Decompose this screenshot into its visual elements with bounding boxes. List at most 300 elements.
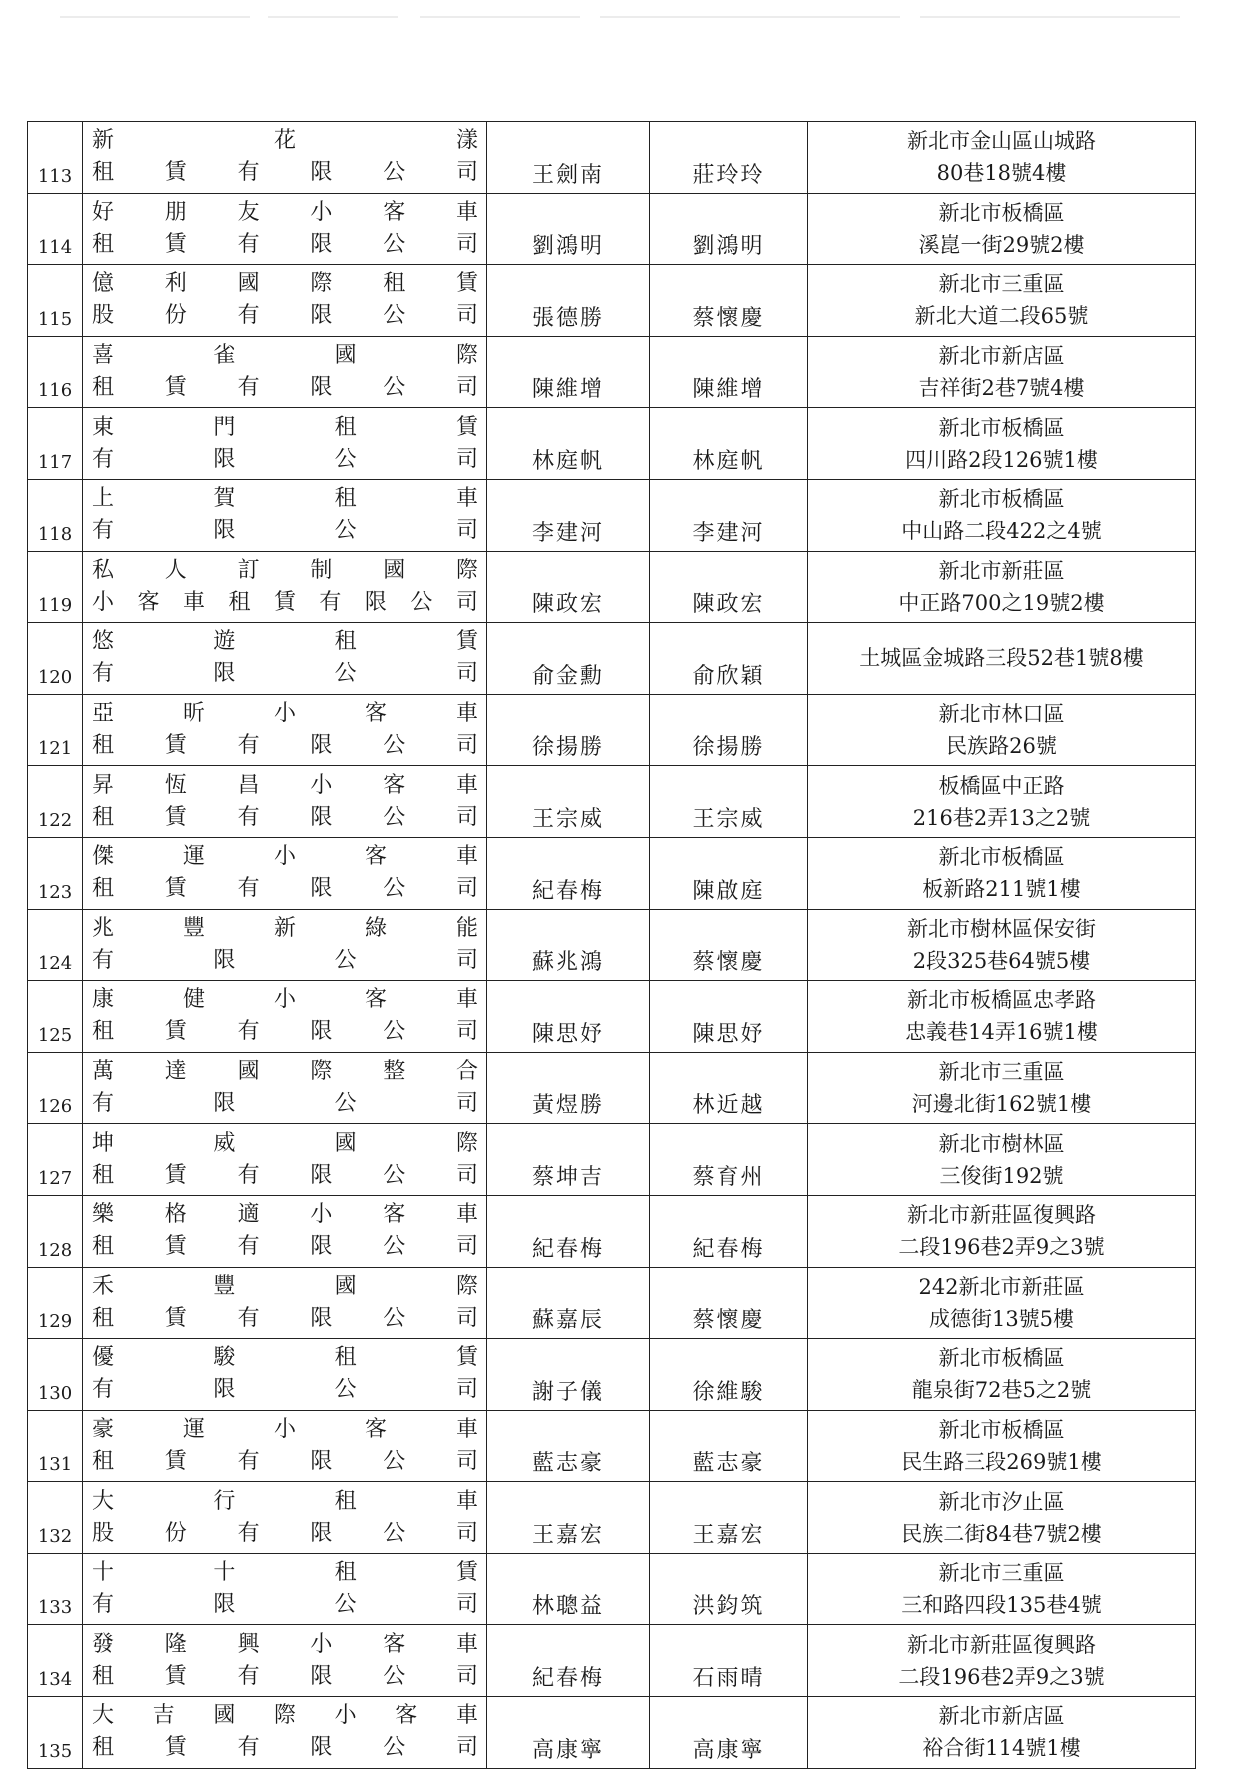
address bbox=[808, 336, 1196, 408]
manager bbox=[650, 1625, 808, 1697]
company-name bbox=[83, 1124, 487, 1196]
representative bbox=[487, 336, 650, 408]
name-char: 兆 bbox=[92, 915, 115, 941]
name-char: 優 bbox=[92, 1345, 115, 1371]
manager bbox=[650, 909, 808, 981]
name-char: 限 bbox=[213, 661, 236, 687]
name-char: 有 bbox=[237, 1019, 260, 1045]
company-name-line2-box bbox=[92, 1088, 478, 1120]
row-number-text: 130 bbox=[37, 1382, 73, 1404]
table-row bbox=[28, 1625, 1196, 1697]
table-row bbox=[28, 1195, 1196, 1267]
row-number bbox=[28, 1697, 83, 1769]
name-char: 租 bbox=[92, 1162, 115, 1188]
company-name-line1-box bbox=[92, 913, 478, 945]
manager bbox=[650, 1482, 808, 1554]
name-char: 亞 bbox=[92, 701, 115, 727]
name-char: 限 bbox=[310, 303, 333, 329]
table-row bbox=[28, 981, 1196, 1053]
name-char: 新 bbox=[273, 915, 296, 941]
address-line: 吉祥街2巷7號4樓 bbox=[918, 376, 1085, 401]
name-char: 司 bbox=[455, 1377, 478, 1403]
name-char: 發 bbox=[92, 1631, 115, 1657]
company-name-line2-box bbox=[92, 1589, 478, 1621]
name-char: 司 bbox=[455, 446, 478, 472]
representative bbox=[487, 1195, 650, 1267]
address-line: 新北市三重區 bbox=[938, 1561, 1065, 1586]
address-line: 2段325巷64號5樓 bbox=[912, 948, 1091, 973]
name-char: 國 bbox=[383, 557, 406, 583]
company-name-line1-box bbox=[92, 1128, 478, 1160]
row-number bbox=[28, 694, 83, 766]
name-char: 車 bbox=[455, 987, 478, 1013]
address-line: 民生路三段269號1樓 bbox=[901, 1449, 1102, 1474]
row-number bbox=[28, 837, 83, 909]
row-number bbox=[28, 479, 83, 551]
manager-name: 藍志豪 bbox=[692, 1451, 765, 1477]
manager-name: 王嘉宏 bbox=[692, 1522, 765, 1548]
manager-name: 徐揚勝 bbox=[692, 735, 765, 761]
name-char: 客 bbox=[395, 1703, 418, 1729]
address-line: 新北市板橋區 bbox=[938, 1346, 1065, 1371]
manager-name: 陳啟庭 bbox=[692, 878, 765, 904]
row-number bbox=[28, 193, 83, 265]
name-char: 車 bbox=[455, 1631, 478, 1657]
address-line: 新北市金山區山城路 bbox=[907, 129, 1096, 154]
company-name bbox=[83, 1625, 487, 1697]
address bbox=[808, 837, 1196, 909]
name-char: 公 bbox=[334, 1377, 357, 1403]
manager bbox=[650, 1052, 808, 1124]
manager-name: 林近越 bbox=[692, 1093, 765, 1119]
row-number bbox=[28, 1052, 83, 1124]
name-char: 司 bbox=[455, 231, 478, 257]
name-char: 車 bbox=[455, 1202, 478, 1228]
manager-name: 蔡懷慶 bbox=[692, 305, 765, 331]
name-char: 公 bbox=[410, 589, 433, 615]
representative-name: 藍志豪 bbox=[531, 1451, 604, 1477]
name-char: 有 bbox=[92, 518, 115, 544]
company-name-line1-box bbox=[92, 412, 478, 444]
name-char: 公 bbox=[334, 446, 357, 472]
row-number-text: 129 bbox=[37, 1311, 73, 1333]
representative-name: 李建河 bbox=[531, 520, 604, 546]
company-name-line1-box bbox=[92, 984, 478, 1016]
address-line: 溪崑一街29號2樓 bbox=[918, 232, 1085, 257]
name-char: 有 bbox=[237, 1162, 260, 1188]
name-char: 公 bbox=[334, 1592, 357, 1618]
table-row bbox=[28, 909, 1196, 981]
company-name-line2-box bbox=[92, 1231, 478, 1263]
name-char: 租 bbox=[92, 1234, 115, 1260]
name-char: 司 bbox=[455, 1091, 478, 1117]
representative-name: 謝子儀 bbox=[531, 1379, 604, 1405]
manager bbox=[650, 479, 808, 551]
manager bbox=[650, 1195, 808, 1267]
name-char: 司 bbox=[455, 1735, 478, 1761]
manager bbox=[650, 1124, 808, 1196]
table-row bbox=[28, 122, 1196, 194]
name-char: 小 bbox=[334, 1703, 357, 1729]
company-name bbox=[83, 265, 487, 337]
address bbox=[808, 1410, 1196, 1482]
name-char: 樂 bbox=[92, 1202, 115, 1228]
address-line: 新北市樹林區 bbox=[938, 1131, 1065, 1156]
name-char: 租 bbox=[92, 1448, 115, 1474]
representative bbox=[487, 265, 650, 337]
company-name-line1-box bbox=[92, 841, 478, 873]
representative-name: 王嘉宏 bbox=[531, 1522, 604, 1548]
name-char: 車 bbox=[182, 589, 205, 615]
name-char: 限 bbox=[213, 446, 236, 472]
name-char: 賃 bbox=[164, 876, 187, 902]
name-char: 限 bbox=[310, 876, 333, 902]
address-line: 忠義巷14弄16號1樓 bbox=[905, 1020, 1098, 1045]
name-char: 限 bbox=[213, 1377, 236, 1403]
representative bbox=[487, 981, 650, 1053]
name-char: 利 bbox=[164, 271, 187, 297]
name-char: 限 bbox=[310, 1019, 333, 1045]
address bbox=[808, 1124, 1196, 1196]
company-name-line1-box bbox=[92, 268, 478, 300]
name-char: 賃 bbox=[164, 160, 187, 186]
address-line: 新北市板橋區忠孝路 bbox=[907, 988, 1096, 1013]
name-char: 有 bbox=[237, 231, 260, 257]
row-number bbox=[28, 1410, 83, 1482]
name-char: 有 bbox=[237, 733, 260, 759]
address-line: 河邊北街162號1樓 bbox=[911, 1092, 1092, 1117]
address bbox=[808, 981, 1196, 1053]
company-name-line1-box bbox=[92, 1629, 478, 1661]
name-char: 際 bbox=[455, 1130, 478, 1156]
name-char: 有 bbox=[92, 661, 115, 687]
name-char: 賃 bbox=[455, 629, 478, 655]
manager bbox=[650, 694, 808, 766]
row-number bbox=[28, 623, 83, 695]
name-char: 租 bbox=[92, 804, 115, 830]
name-char: 賃 bbox=[164, 1448, 187, 1474]
name-char: 賃 bbox=[455, 1345, 478, 1371]
name-char: 小 bbox=[310, 199, 333, 225]
name-char: 賃 bbox=[455, 1560, 478, 1586]
representative-name: 張德勝 bbox=[531, 305, 604, 331]
name-char: 車 bbox=[455, 1703, 478, 1729]
row-number-text: 113 bbox=[37, 165, 73, 187]
representative bbox=[487, 1339, 650, 1411]
representative bbox=[487, 1410, 650, 1482]
manager-name: 徐維駿 bbox=[692, 1379, 765, 1405]
manager-name: 陳維增 bbox=[692, 377, 765, 403]
manager bbox=[650, 1697, 808, 1769]
name-char: 國 bbox=[334, 343, 357, 369]
name-char: 昇 bbox=[92, 772, 115, 798]
company-name bbox=[83, 193, 487, 265]
table-row bbox=[28, 1339, 1196, 1411]
representative bbox=[487, 1697, 650, 1769]
representative bbox=[487, 694, 650, 766]
name-char: 車 bbox=[455, 486, 478, 512]
name-char: 公 bbox=[383, 1305, 406, 1331]
name-char: 公 bbox=[383, 804, 406, 830]
address-line: 80巷18號4樓 bbox=[936, 161, 1067, 186]
manager bbox=[650, 1553, 808, 1625]
name-char: 威 bbox=[213, 1130, 236, 1156]
name-char: 車 bbox=[455, 701, 478, 727]
name-char: 國 bbox=[334, 1130, 357, 1156]
address-line: 新北市板橋區 bbox=[938, 1417, 1065, 1442]
name-char: 公 bbox=[334, 661, 357, 687]
company-name-line2-box bbox=[92, 300, 478, 332]
company-name bbox=[83, 1482, 487, 1554]
name-char: 朋 bbox=[164, 199, 187, 225]
company-name-line2-box bbox=[92, 1661, 478, 1693]
name-char: 限 bbox=[310, 804, 333, 830]
name-char: 際 bbox=[273, 1703, 296, 1729]
name-char: 租 bbox=[92, 160, 115, 186]
representative-name: 紀春梅 bbox=[531, 1236, 604, 1262]
name-char: 遊 bbox=[213, 629, 236, 655]
manager bbox=[650, 1339, 808, 1411]
row-number bbox=[28, 1339, 83, 1411]
name-char: 公 bbox=[383, 1162, 406, 1188]
name-char: 股 bbox=[92, 303, 115, 329]
name-char: 客 bbox=[364, 844, 387, 870]
address-line: 新北市板橋區 bbox=[938, 415, 1065, 440]
address-line: 216巷2弄13之2號 bbox=[912, 805, 1091, 830]
row-number bbox=[28, 1267, 83, 1339]
name-char: 限 bbox=[213, 518, 236, 544]
table-row bbox=[28, 1482, 1196, 1554]
row-number bbox=[28, 122, 83, 194]
company-name-line1-box bbox=[92, 1557, 478, 1589]
name-char: 賃 bbox=[164, 1234, 187, 1260]
name-char: 司 bbox=[455, 303, 478, 329]
name-char: 有 bbox=[237, 1305, 260, 1331]
manager-name: 蔡懷慶 bbox=[692, 1308, 765, 1334]
company-name-line2-box bbox=[92, 1160, 478, 1192]
address-line: 新北市三重區 bbox=[938, 1060, 1065, 1085]
row-number-text: 118 bbox=[37, 523, 73, 545]
address-line: 新北市新莊區復興路 bbox=[907, 1203, 1096, 1228]
name-char: 客 bbox=[364, 987, 387, 1013]
name-char: 豐 bbox=[213, 1273, 236, 1299]
representative-name: 俞金勳 bbox=[531, 663, 604, 689]
address bbox=[808, 265, 1196, 337]
row-number bbox=[28, 336, 83, 408]
name-char: 有 bbox=[92, 446, 115, 472]
address-line: 裕合街114號1樓 bbox=[922, 1736, 1081, 1761]
name-char: 有 bbox=[237, 1234, 260, 1260]
table-row bbox=[28, 694, 1196, 766]
address bbox=[808, 1267, 1196, 1339]
address-line: 新北市新莊區復興路 bbox=[907, 1632, 1096, 1657]
manager-name: 俞欣穎 bbox=[692, 663, 765, 689]
name-char: 賃 bbox=[164, 231, 187, 257]
name-char: 有 bbox=[237, 303, 260, 329]
address bbox=[808, 1339, 1196, 1411]
address bbox=[808, 1553, 1196, 1625]
representative-name: 陳政宏 bbox=[531, 592, 604, 618]
manager-name: 林庭帆 bbox=[692, 448, 765, 474]
address bbox=[808, 1195, 1196, 1267]
name-char: 賃 bbox=[455, 271, 478, 297]
row-number-text: 126 bbox=[37, 1096, 73, 1118]
name-char: 司 bbox=[455, 947, 478, 973]
row-number bbox=[28, 1124, 83, 1196]
name-char: 司 bbox=[455, 589, 478, 615]
manager-name: 紀春梅 bbox=[692, 1236, 765, 1262]
name-char: 有 bbox=[237, 1663, 260, 1689]
representative-name: 黃煜勝 bbox=[531, 1093, 604, 1119]
address-line: 板橋區中正路 bbox=[938, 773, 1065, 798]
name-char: 客 bbox=[364, 1416, 387, 1442]
name-char: 公 bbox=[383, 1663, 406, 1689]
name-char: 十 bbox=[92, 1560, 115, 1586]
name-char: 悠 bbox=[92, 629, 115, 655]
name-char: 租 bbox=[92, 1305, 115, 1331]
name-char: 花 bbox=[273, 128, 296, 154]
name-char: 人 bbox=[164, 557, 187, 583]
company-name-line1-box bbox=[92, 1414, 478, 1446]
representative bbox=[487, 122, 650, 194]
row-number-text: 125 bbox=[37, 1024, 73, 1046]
company-name-line1-box bbox=[92, 626, 478, 658]
representative-name: 蘇嘉辰 bbox=[531, 1308, 604, 1334]
name-char: 限 bbox=[310, 375, 333, 401]
name-char: 興 bbox=[237, 1631, 260, 1657]
address bbox=[808, 479, 1196, 551]
manager bbox=[650, 623, 808, 695]
name-char: 賃 bbox=[164, 1162, 187, 1188]
name-char: 隆 bbox=[164, 1631, 187, 1657]
name-char: 行 bbox=[213, 1488, 236, 1514]
name-char: 租 bbox=[334, 1345, 357, 1371]
name-char: 限 bbox=[310, 231, 333, 257]
address-line: 新北市樹林區保安街 bbox=[907, 916, 1096, 941]
address-line: 板新路211號1樓 bbox=[922, 877, 1081, 902]
company-name-line2-box bbox=[92, 1374, 478, 1406]
manager-name: 陳思妤 bbox=[692, 1021, 765, 1047]
name-char: 公 bbox=[383, 876, 406, 902]
table-row bbox=[28, 1553, 1196, 1625]
row-number-text: 123 bbox=[37, 881, 73, 903]
name-char: 公 bbox=[383, 1448, 406, 1474]
address-line: 新北市新莊區 bbox=[938, 558, 1065, 583]
name-char: 賃 bbox=[164, 375, 187, 401]
address bbox=[808, 1482, 1196, 1554]
name-char: 友 bbox=[237, 199, 260, 225]
address-line: 民族路26號 bbox=[946, 734, 1057, 759]
manager bbox=[650, 981, 808, 1053]
representative bbox=[487, 1267, 650, 1339]
name-char: 國 bbox=[237, 1059, 260, 1085]
address-line: 新北市板橋區 bbox=[938, 200, 1065, 225]
manager-name: 蔡懷慶 bbox=[692, 950, 765, 976]
address-line: 三俊街192號 bbox=[939, 1163, 1064, 1188]
representative-name: 林聰益 bbox=[531, 1594, 604, 1620]
name-char: 限 bbox=[364, 589, 387, 615]
address-line: 土城區金城路三段52巷1號8樓 bbox=[859, 646, 1144, 671]
company-name-line1-box bbox=[92, 197, 478, 229]
name-char: 限 bbox=[310, 1234, 333, 1260]
company-name bbox=[83, 408, 487, 480]
company-name bbox=[83, 766, 487, 838]
name-char: 康 bbox=[92, 987, 115, 1013]
table-row bbox=[28, 551, 1196, 623]
row-number-text: 115 bbox=[37, 308, 73, 330]
name-char: 租 bbox=[92, 1735, 115, 1761]
address-line: 新北市板橋區 bbox=[938, 487, 1065, 512]
name-char: 客 bbox=[383, 1631, 406, 1657]
representative-name: 陳思妤 bbox=[531, 1021, 604, 1047]
manager bbox=[650, 336, 808, 408]
name-char: 限 bbox=[213, 1091, 236, 1117]
company-name bbox=[83, 1267, 487, 1339]
company-name-line2-box bbox=[92, 658, 478, 690]
name-char: 公 bbox=[383, 733, 406, 759]
company-name-line1-box bbox=[92, 1199, 478, 1231]
name-char: 司 bbox=[455, 1520, 478, 1546]
representative bbox=[487, 909, 650, 981]
table-row bbox=[28, 265, 1196, 337]
company-name bbox=[83, 551, 487, 623]
name-char: 昌 bbox=[237, 772, 260, 798]
name-char: 司 bbox=[455, 160, 478, 186]
company-name-line2-box bbox=[92, 157, 478, 189]
representative-name: 王劍南 bbox=[531, 162, 604, 188]
name-char: 客 bbox=[383, 199, 406, 225]
name-char: 有 bbox=[319, 589, 342, 615]
table-row bbox=[28, 479, 1196, 551]
company-name bbox=[83, 122, 487, 194]
name-char: 有 bbox=[237, 1735, 260, 1761]
name-char: 整 bbox=[383, 1059, 406, 1085]
scan-artifact-line bbox=[420, 16, 580, 18]
name-char: 司 bbox=[455, 733, 478, 759]
row-number-text: 127 bbox=[37, 1167, 73, 1189]
representative-name: 劉鴻明 bbox=[531, 234, 604, 260]
row-number bbox=[28, 1553, 83, 1625]
name-char: 賃 bbox=[164, 1305, 187, 1331]
name-char: 車 bbox=[455, 199, 478, 225]
representative bbox=[487, 1124, 650, 1196]
company-name-line2-box bbox=[92, 1016, 478, 1048]
name-char: 億 bbox=[92, 271, 115, 297]
name-char: 賃 bbox=[164, 804, 187, 830]
address-line: 新北市新店區 bbox=[938, 344, 1065, 369]
name-char: 份 bbox=[164, 303, 187, 329]
manager bbox=[650, 1410, 808, 1482]
row-number-text: 132 bbox=[37, 1525, 73, 1547]
representative bbox=[487, 1482, 650, 1554]
name-char: 租 bbox=[334, 1560, 357, 1586]
name-char: 傑 bbox=[92, 844, 115, 870]
company-name bbox=[83, 479, 487, 551]
name-char: 賃 bbox=[273, 589, 296, 615]
manager bbox=[650, 122, 808, 194]
name-char: 際 bbox=[455, 1273, 478, 1299]
row-number bbox=[28, 265, 83, 337]
name-char: 小 bbox=[92, 589, 115, 615]
representative-name: 徐揚勝 bbox=[531, 735, 604, 761]
name-char: 吉 bbox=[152, 1703, 175, 1729]
name-char: 合 bbox=[455, 1059, 478, 1085]
name-char: 租 bbox=[92, 1663, 115, 1689]
name-char: 公 bbox=[383, 1019, 406, 1045]
company-table bbox=[27, 121, 1196, 1769]
name-char: 坤 bbox=[92, 1130, 115, 1156]
company-name-line2-box bbox=[92, 1446, 478, 1478]
